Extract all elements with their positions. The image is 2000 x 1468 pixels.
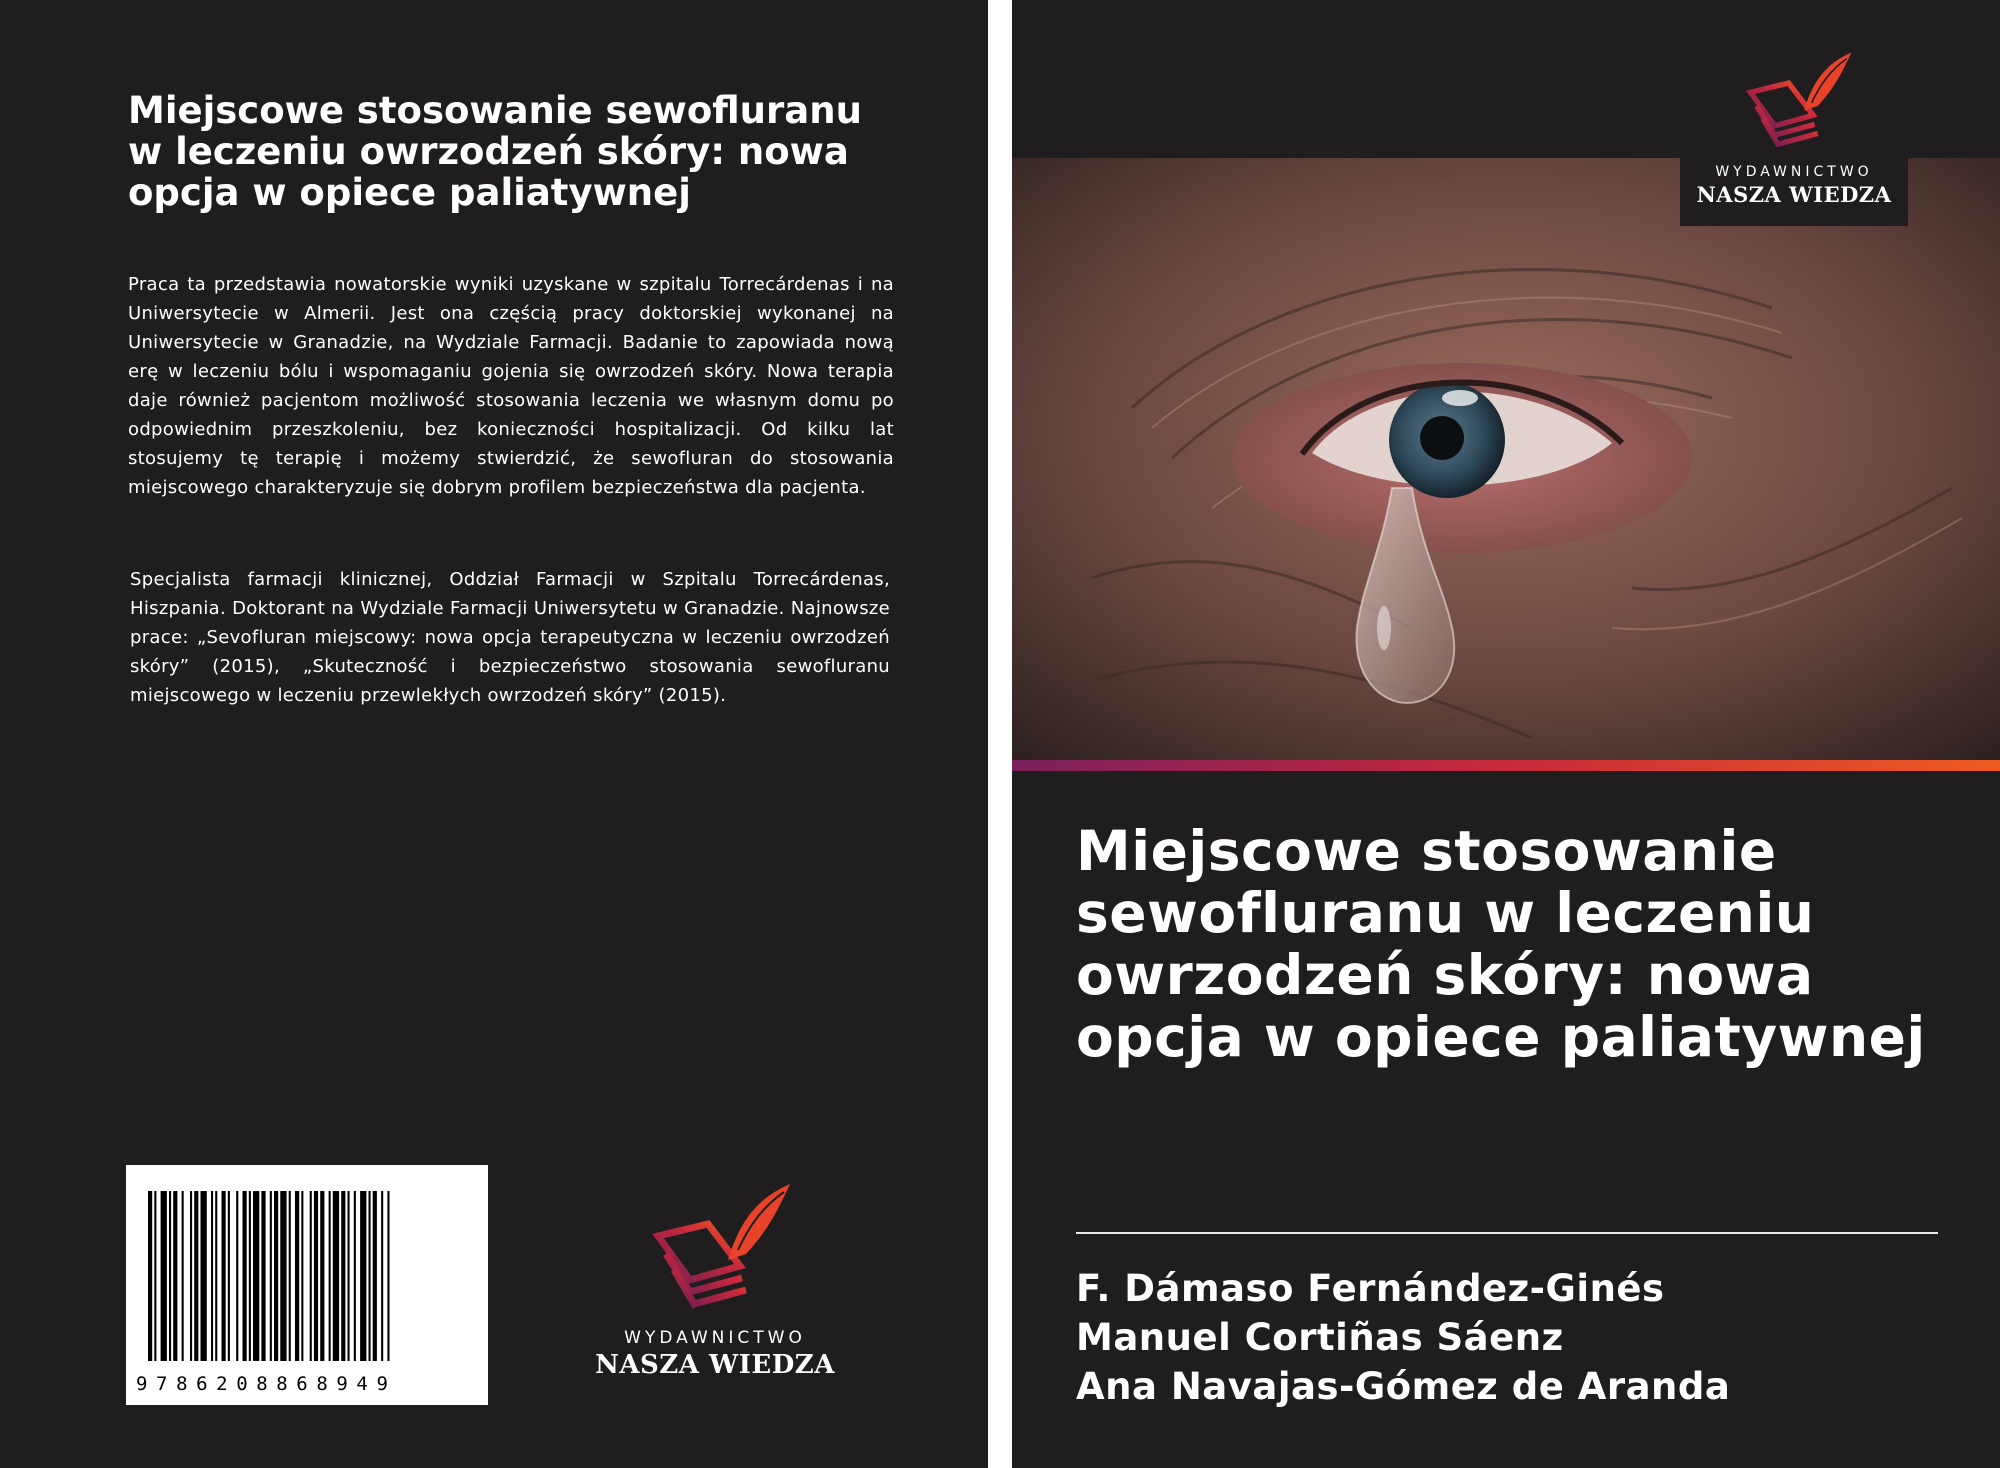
publisher-logo-front [1680, 48, 1908, 226]
front-cover [1012, 0, 2000, 1468]
back-cover-title: Miejscowe stosowanie sewofluranu w leczeniu owrzodzeń skóry: nowa opcja w opiece paliatywnej [128, 89, 862, 214]
front-cover-title: Miejscowe stosowanie sewofluranu w leczeniu owrzodzeń skóry: nowa opcja w opiece paliatywnej [1076, 819, 1926, 1069]
author-name: Ana Navajas-Gómez de Aranda [1076, 1365, 1731, 1408]
author-list [1076, 1264, 1976, 1411]
publisher-name: NASZA WIEDZA [595, 1350, 835, 1380]
publisher-top-line: WYDAWNICTWO [624, 1328, 806, 1348]
barcode-icon [126, 1165, 488, 1405]
publisher-logo-back [590, 1180, 840, 1380]
book-quill-icon [630, 1180, 800, 1320]
publisher-top-line: WYDAWNICTWO [1715, 164, 1873, 180]
back-cover-description: Praca ta przedstawia nowatorskie wyniki uzyskane w szpitalu Torrecárdenas i na Uniwersytecie w Almerii. Jest ona częścią pracy doktorskiej wykonanej na Uniwersytecie w Granadzie, na Wydziale Farmacji. Badanie to zapowiada nową erę w leczeniu bólu i wspomaganiu gojenia się owrzodzeń skóry. Nowa terapia daje również pacjentom możliwość stosowania leczenia we własnym domu po odpowiednim przeszkoleniu, bez konieczności hospitalizacji. Od kilku lat stosujemy tę terapię i możemy stwierdzić, że sewofluran do stosowania miejscowego charakteryzuje się dobrym profilem bezpieczeństwa dla pacjenta. [128, 274, 894, 498]
spine-gap [988, 0, 1012, 1468]
isbn-barcode [126, 1165, 488, 1405]
author-name: Manuel Cortiñas Sáenz [1076, 1316, 1564, 1359]
author-name: F. Dámaso Fernández-Ginés [1076, 1267, 1665, 1310]
isbn-digits: 9786208868949 [136, 1373, 397, 1395]
title-divider [1076, 1232, 1938, 1234]
crying-eye-image [1012, 158, 2000, 760]
publisher-name: NASZA WIEDZA [1696, 182, 1892, 207]
accent-bar [1012, 760, 2000, 771]
book-quill-icon [1729, 48, 1859, 158]
back-cover [0, 0, 988, 1468]
author-bio: Specjalista farmacji klinicznej, Oddział Farmacji w Szpitalu Torrecárdenas, Hiszpania. Doktorant na Wydziale Farmacji Uniwersytetu w Granadzie. Najnowsze prace: „Sevofluran miejscowy: nowa opcja terapeutyczna w leczeniu owrzodzeń skóry” (2015), „Skuteczność i bezpieczeństwo stosowania sewofluranu miejscowego w leczeniu przewlekłych owrzodzeń skóry” (2015). [130, 569, 890, 706]
